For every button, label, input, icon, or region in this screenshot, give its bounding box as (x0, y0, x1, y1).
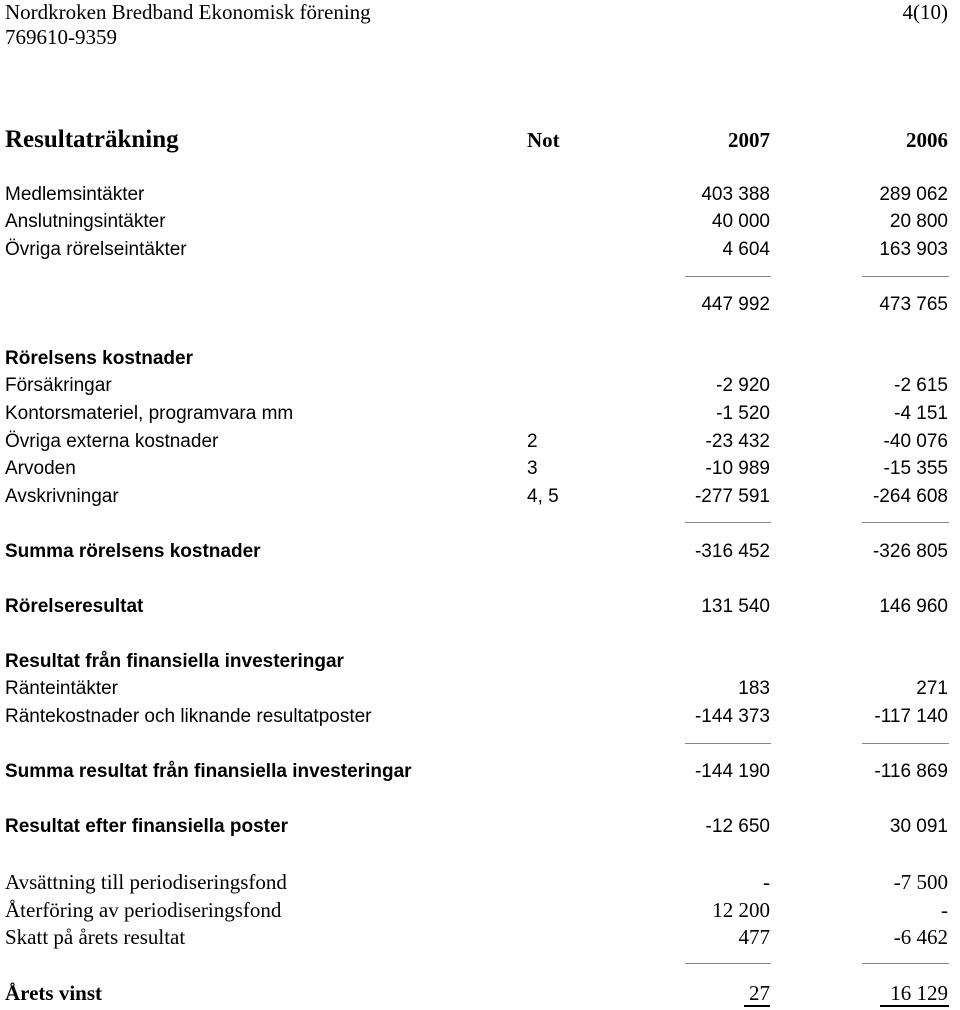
row-aterforing-periodiseringsfond (0, 897, 960, 923)
value-2006: 146 960 (879, 596, 948, 617)
value-2006: -40 076 (883, 431, 948, 452)
row-label: Resultat efter finansiella poster (5, 816, 288, 837)
value-2006: -116 869 (874, 761, 948, 782)
section-label: Rörelsens kostnader (5, 348, 193, 369)
value-2006: -15 355 (883, 458, 948, 479)
value-2007: -10 989 (705, 458, 770, 479)
row-anslutningsintakter (0, 209, 960, 235)
subtotal-rule (685, 276, 771, 277)
value-2006: -4 151 (894, 403, 948, 424)
note-ref: 2 (527, 431, 538, 452)
value-2006: -117 140 (874, 706, 948, 727)
section-label: Resultat från finansiella investeringar (5, 651, 344, 672)
column-header-2007: 2007 (728, 128, 770, 152)
value-2007: 403 388 (701, 184, 770, 205)
subtotal-rule (862, 522, 949, 523)
value-2006: 20 800 (889, 211, 948, 232)
total-underline (744, 1005, 770, 1007)
value-2007: 447 992 (701, 294, 770, 315)
row-label: Övriga externa kostnader (5, 431, 219, 452)
note-ref: 3 (527, 458, 538, 479)
column-header-note: Not (527, 128, 560, 152)
row-arets-vinst (0, 980, 960, 1006)
row-label: Övriga rörelseintäkter (5, 239, 187, 260)
value-2007: - (763, 870, 770, 894)
value-2006: 473 765 (879, 294, 948, 315)
row-label: Årets vinst (5, 981, 103, 1005)
value-2006: -264 608 (872, 486, 948, 507)
row-skatt-pa-arets-resultat (0, 924, 960, 950)
value-2006: -6 462 (893, 925, 948, 949)
statement-title: Resultaträkning (5, 126, 179, 153)
value-2006: 16 129 (890, 981, 948, 1005)
value-2006: 163 903 (879, 239, 948, 260)
column-header-2006: 2006 (906, 128, 948, 152)
value-2007: 4 604 (722, 239, 770, 260)
value-2007: -316 452 (694, 541, 770, 562)
row-label: Arvoden (5, 458, 76, 479)
value-2006: 271 (916, 678, 948, 699)
subtotal-rule (862, 743, 949, 744)
subtotal-rule (862, 963, 949, 964)
row-avskrivningar (0, 484, 960, 510)
row-rantekostnader (0, 704, 960, 730)
row-label: Summa rörelsens kostnader (5, 541, 261, 562)
value-2007: -12 650 (705, 816, 770, 837)
org-number: 769610-9359 (5, 25, 117, 49)
subtotal-rule (685, 963, 771, 964)
section-heading-resultat-fran-finansiella (0, 649, 960, 675)
value-2007: 477 (738, 925, 770, 949)
row-label: Återföring av periodiseringsfond (5, 898, 282, 922)
total-underline (880, 1005, 949, 1007)
note-ref: 4, 5 (527, 486, 559, 507)
value-2007: 27 (749, 981, 770, 1005)
row-label: Avsättning till periodiseringsfond (5, 870, 287, 894)
row-ovriga-rorelseintakter (0, 237, 960, 263)
row-label: Skatt på årets resultat (5, 925, 186, 949)
row-label: Rörelseresultat (5, 596, 144, 617)
row-summa-rorelsens-kostnader (0, 539, 960, 565)
row-label: Försäkringar (5, 375, 112, 396)
value-2007: -1 520 (716, 403, 770, 424)
row-ranteintakter (0, 676, 960, 702)
row-ovriga-externa-kostnader (0, 429, 960, 455)
row-resultat-efter-finansiella-poster (0, 814, 960, 840)
value-2006: -7 500 (893, 870, 948, 894)
subtotal-rule (685, 522, 771, 523)
subtotal-rule (862, 276, 949, 277)
row-label: Kontorsmateriel, programvara mm (5, 403, 294, 424)
row-avsattning-periodiseringsfond (0, 869, 960, 895)
row-label: Räntekostnader och liknande resultatposter (5, 706, 372, 727)
value-2007: -144 190 (694, 761, 770, 782)
value-2007: 131 540 (701, 596, 770, 617)
row-rorelseresultat (0, 594, 960, 620)
value-2007: 183 (738, 678, 770, 699)
value-2006: - (941, 898, 948, 922)
value-2006: -326 805 (872, 541, 948, 562)
row-label: Ränteintäkter (5, 678, 119, 699)
section-heading-rorelsens-kostnader (0, 346, 960, 372)
company-name: Nordkroken Bredband Ekonomisk förening (5, 0, 371, 24)
page-number: 4(10) (902, 0, 948, 24)
value-2007: -144 373 (694, 706, 770, 727)
subtotal-rule (685, 743, 771, 744)
value-2006: -2 615 (894, 375, 948, 396)
row-kontorsmateriel (0, 401, 960, 427)
value-2006: 289 062 (879, 184, 948, 205)
value-2007: -23 432 (705, 431, 770, 452)
row-label: Medlemsintäkter (5, 184, 145, 205)
row-label: Avskrivningar (5, 486, 119, 507)
row-label: Anslutningsintäkter (5, 211, 166, 232)
value-2007: 12 200 (712, 898, 770, 922)
value-2006: 30 091 (889, 816, 948, 837)
row-arvoden (0, 456, 960, 482)
value-2007: -277 591 (694, 486, 770, 507)
row-label: Summa resultat från finansiella investeringar (5, 761, 412, 782)
row-medlemsintakter (0, 182, 960, 208)
value-2007: -2 920 (716, 375, 770, 396)
row-forsakringar (0, 373, 960, 399)
row-sum-intakter (0, 292, 960, 318)
row-summa-finansiella (0, 759, 960, 785)
value-2007: 40 000 (711, 211, 770, 232)
